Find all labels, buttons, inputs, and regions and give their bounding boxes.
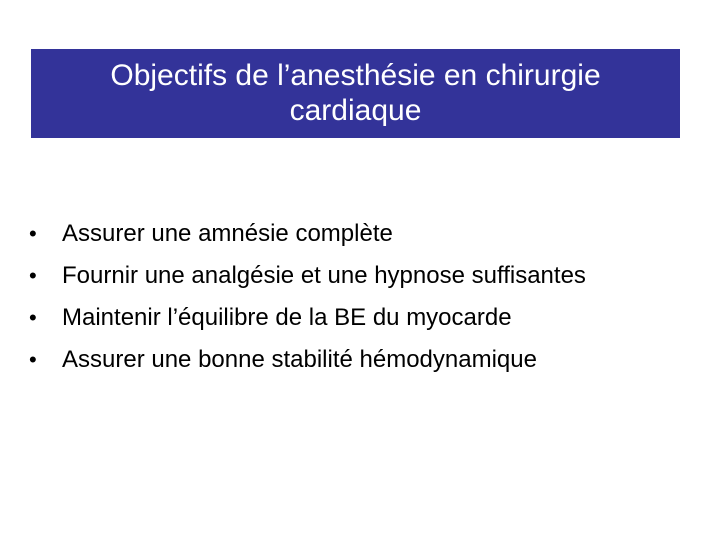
title-line-2: cardiaque bbox=[289, 94, 422, 127]
bullet-item bbox=[29, 303, 586, 333]
bullet-dot-icon: • bbox=[29, 347, 37, 372]
bullet-list bbox=[29, 219, 586, 387]
bullet-item bbox=[29, 219, 586, 249]
bullet-dot-icon: • bbox=[29, 305, 37, 330]
bullet-dot-icon: • bbox=[29, 221, 37, 246]
bullet-text: Assurer une amnésie complète bbox=[62, 220, 393, 247]
bullet-item bbox=[29, 345, 586, 375]
title-line-1: Objectifs de l’anesthésie en chirurgie bbox=[110, 59, 601, 92]
bullet-text: Maintenir l’équilibre de la BE du myocarde bbox=[62, 304, 512, 331]
slide-title bbox=[31, 49, 680, 138]
bullet-text: Assurer une bonne stabilité hémodynamique bbox=[62, 346, 537, 373]
bullet-dot-icon: • bbox=[29, 263, 37, 288]
bullet-text: Fournir une analgésie et une hypnose suffisantes bbox=[62, 262, 586, 289]
bullet-item bbox=[29, 261, 586, 291]
